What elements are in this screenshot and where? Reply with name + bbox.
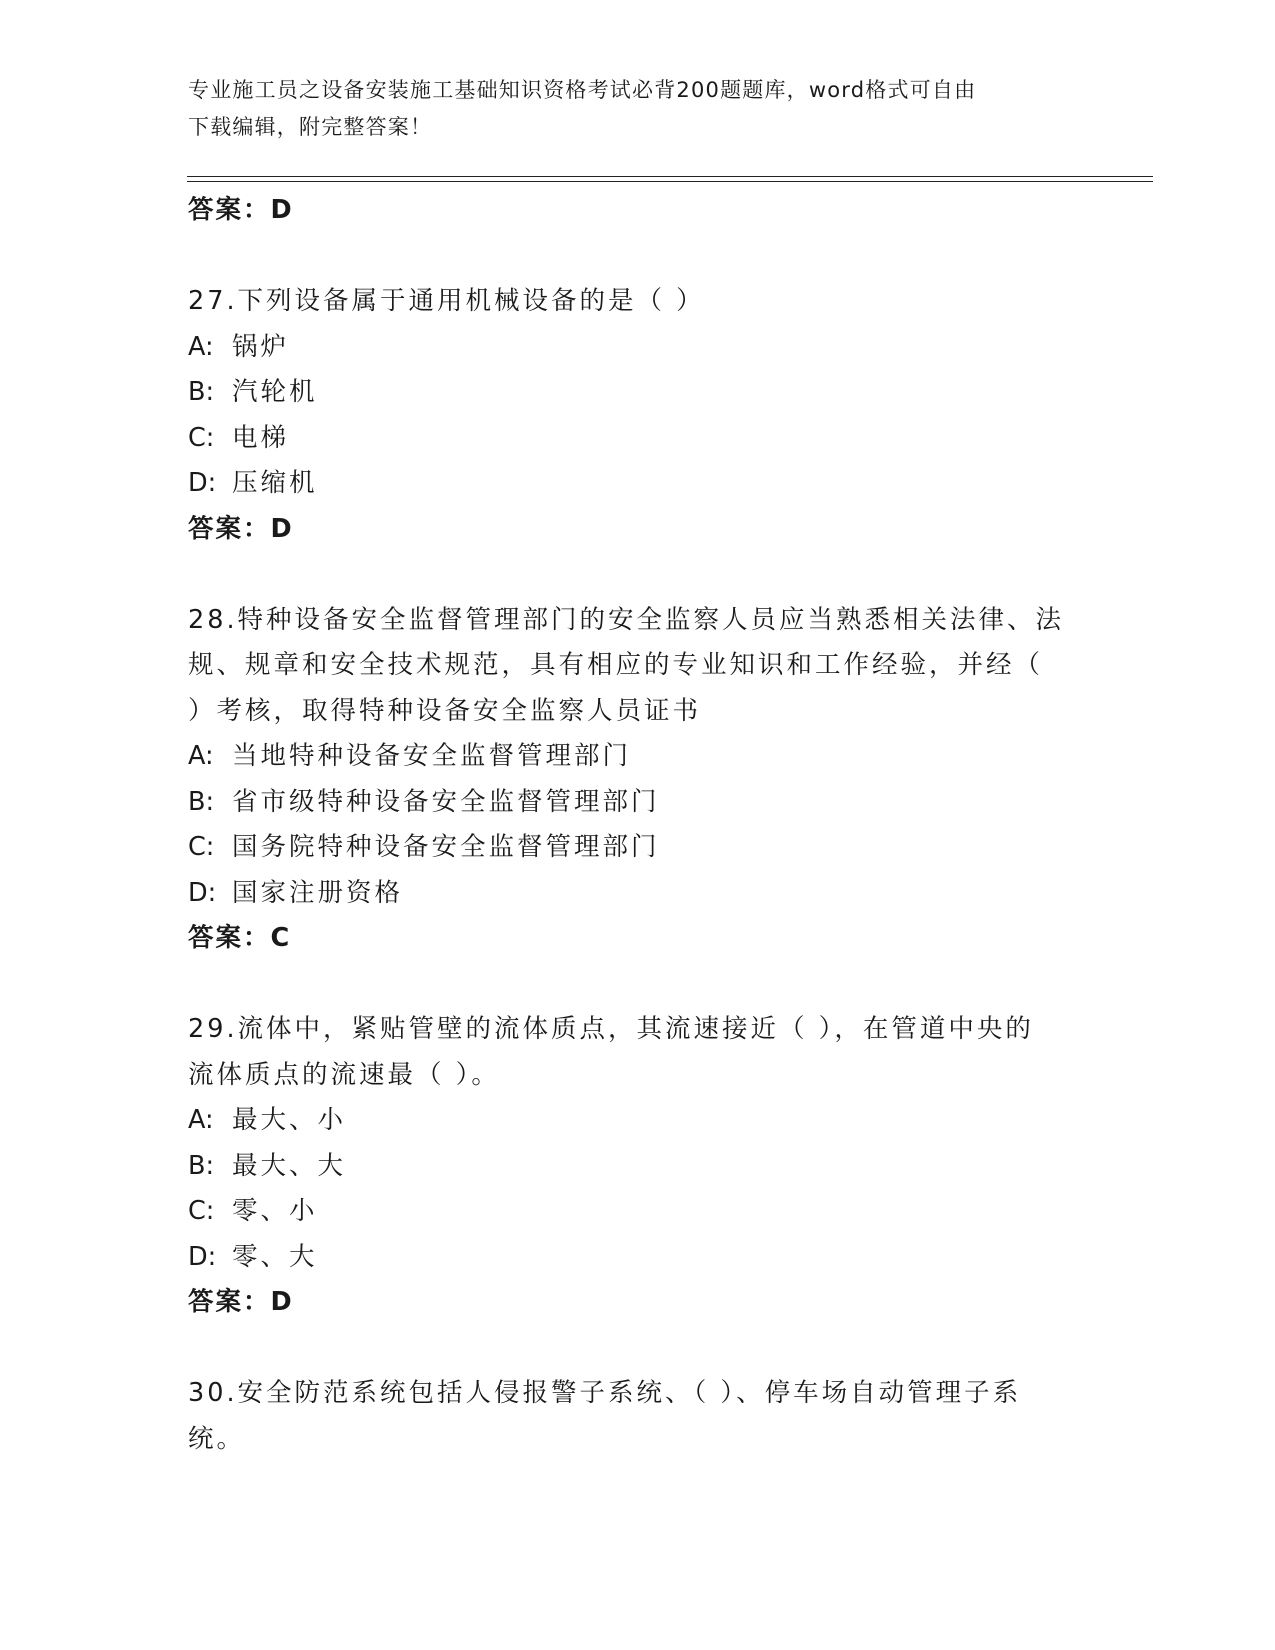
header-line-2: 下载编辑，附完整答案！	[188, 115, 433, 139]
option-c	[188, 416, 1088, 462]
question-text-line: 30.安全防范系统包括人侵报警子系统、（ ）、停车场自动管理子系	[188, 1378, 1022, 1408]
option-d	[188, 1235, 1088, 1281]
option-text: 当地特种设备安全监督管理部门	[232, 741, 632, 771]
document-header	[188, 72, 1068, 146]
option-c	[188, 825, 1088, 871]
option-letter: C:	[188, 832, 215, 862]
option-letter: A:	[188, 741, 214, 771]
answer: 答案：C	[188, 923, 292, 953]
option-letter: D:	[188, 468, 217, 498]
header-line-1: 专业施工员之设备安装施工基础知识资格考试必背200题题库，word格式可自由	[188, 78, 977, 102]
question-text-line: 29.流体中，紧贴管壁的流体质点，其流速接近（ ），在管道中央的	[188, 1014, 1034, 1044]
spacer	[188, 962, 1088, 1008]
option-letter: D:	[188, 1241, 217, 1272]
question-list	[188, 188, 1088, 1462]
option-text: 国家注册资格	[232, 877, 404, 908]
option-d	[188, 461, 1088, 507]
question-text-line: ）考核，取得特种设备安全监察人员证书	[188, 695, 702, 726]
option-text: 汽轮机	[232, 377, 318, 407]
option-b	[188, 370, 1088, 416]
spacer	[188, 552, 1088, 598]
option-text: 零、大	[232, 1241, 318, 1272]
option-text: 电梯	[232, 422, 290, 453]
question-30	[188, 1371, 1088, 1462]
option-b	[188, 780, 1088, 826]
answer: 答案：D	[188, 513, 294, 544]
spacer	[188, 234, 1088, 280]
option-letter: D:	[188, 877, 217, 908]
option-a	[188, 1098, 1088, 1144]
option-d	[188, 871, 1088, 917]
question-text-line: 28.特种设备安全监督管理部门的安全监察人员应当熟悉相关法律、法	[188, 604, 1065, 635]
option-text: 省市级特种设备安全监督管理部门	[232, 786, 660, 817]
question-29	[188, 1007, 1088, 1326]
option-c	[188, 1189, 1088, 1235]
option-letter: B:	[188, 786, 215, 817]
question-text-line: 统。	[188, 1423, 246, 1454]
previous-answer: 答案：D	[188, 195, 294, 225]
question-text-line: 流体质点的流速最（ ）。	[188, 1059, 500, 1090]
option-text: 压缩机	[232, 468, 318, 498]
question-text-line: 27.下列设备属于通用机械设备的是（ ）	[188, 286, 705, 316]
option-text: 最大、大	[232, 1150, 347, 1181]
option-letter: C:	[188, 422, 215, 453]
option-letter: C:	[188, 1196, 215, 1226]
option-letter: A:	[188, 1105, 214, 1135]
question-28	[188, 598, 1088, 962]
spacer	[188, 1326, 1088, 1372]
option-text: 锅炉	[232, 331, 290, 362]
option-a	[188, 325, 1088, 371]
option-text: 最大、小	[232, 1105, 347, 1135]
option-text: 国务院特种设备安全监督管理部门	[232, 832, 660, 862]
answer: 答案：D	[188, 1287, 294, 1317]
option-letter: B:	[188, 377, 215, 407]
header-divider-top	[187, 176, 1153, 177]
question-27	[188, 279, 1088, 552]
option-a	[188, 734, 1088, 780]
option-letter: B:	[188, 1150, 215, 1181]
option-text: 零、小	[232, 1196, 318, 1226]
header-divider-bottom	[187, 181, 1153, 182]
option-b	[188, 1144, 1088, 1190]
question-text-line: 规、规章和安全技术规范，具有相应的专业知识和工作经验，并经（	[188, 650, 1044, 680]
option-letter: A:	[188, 331, 214, 362]
